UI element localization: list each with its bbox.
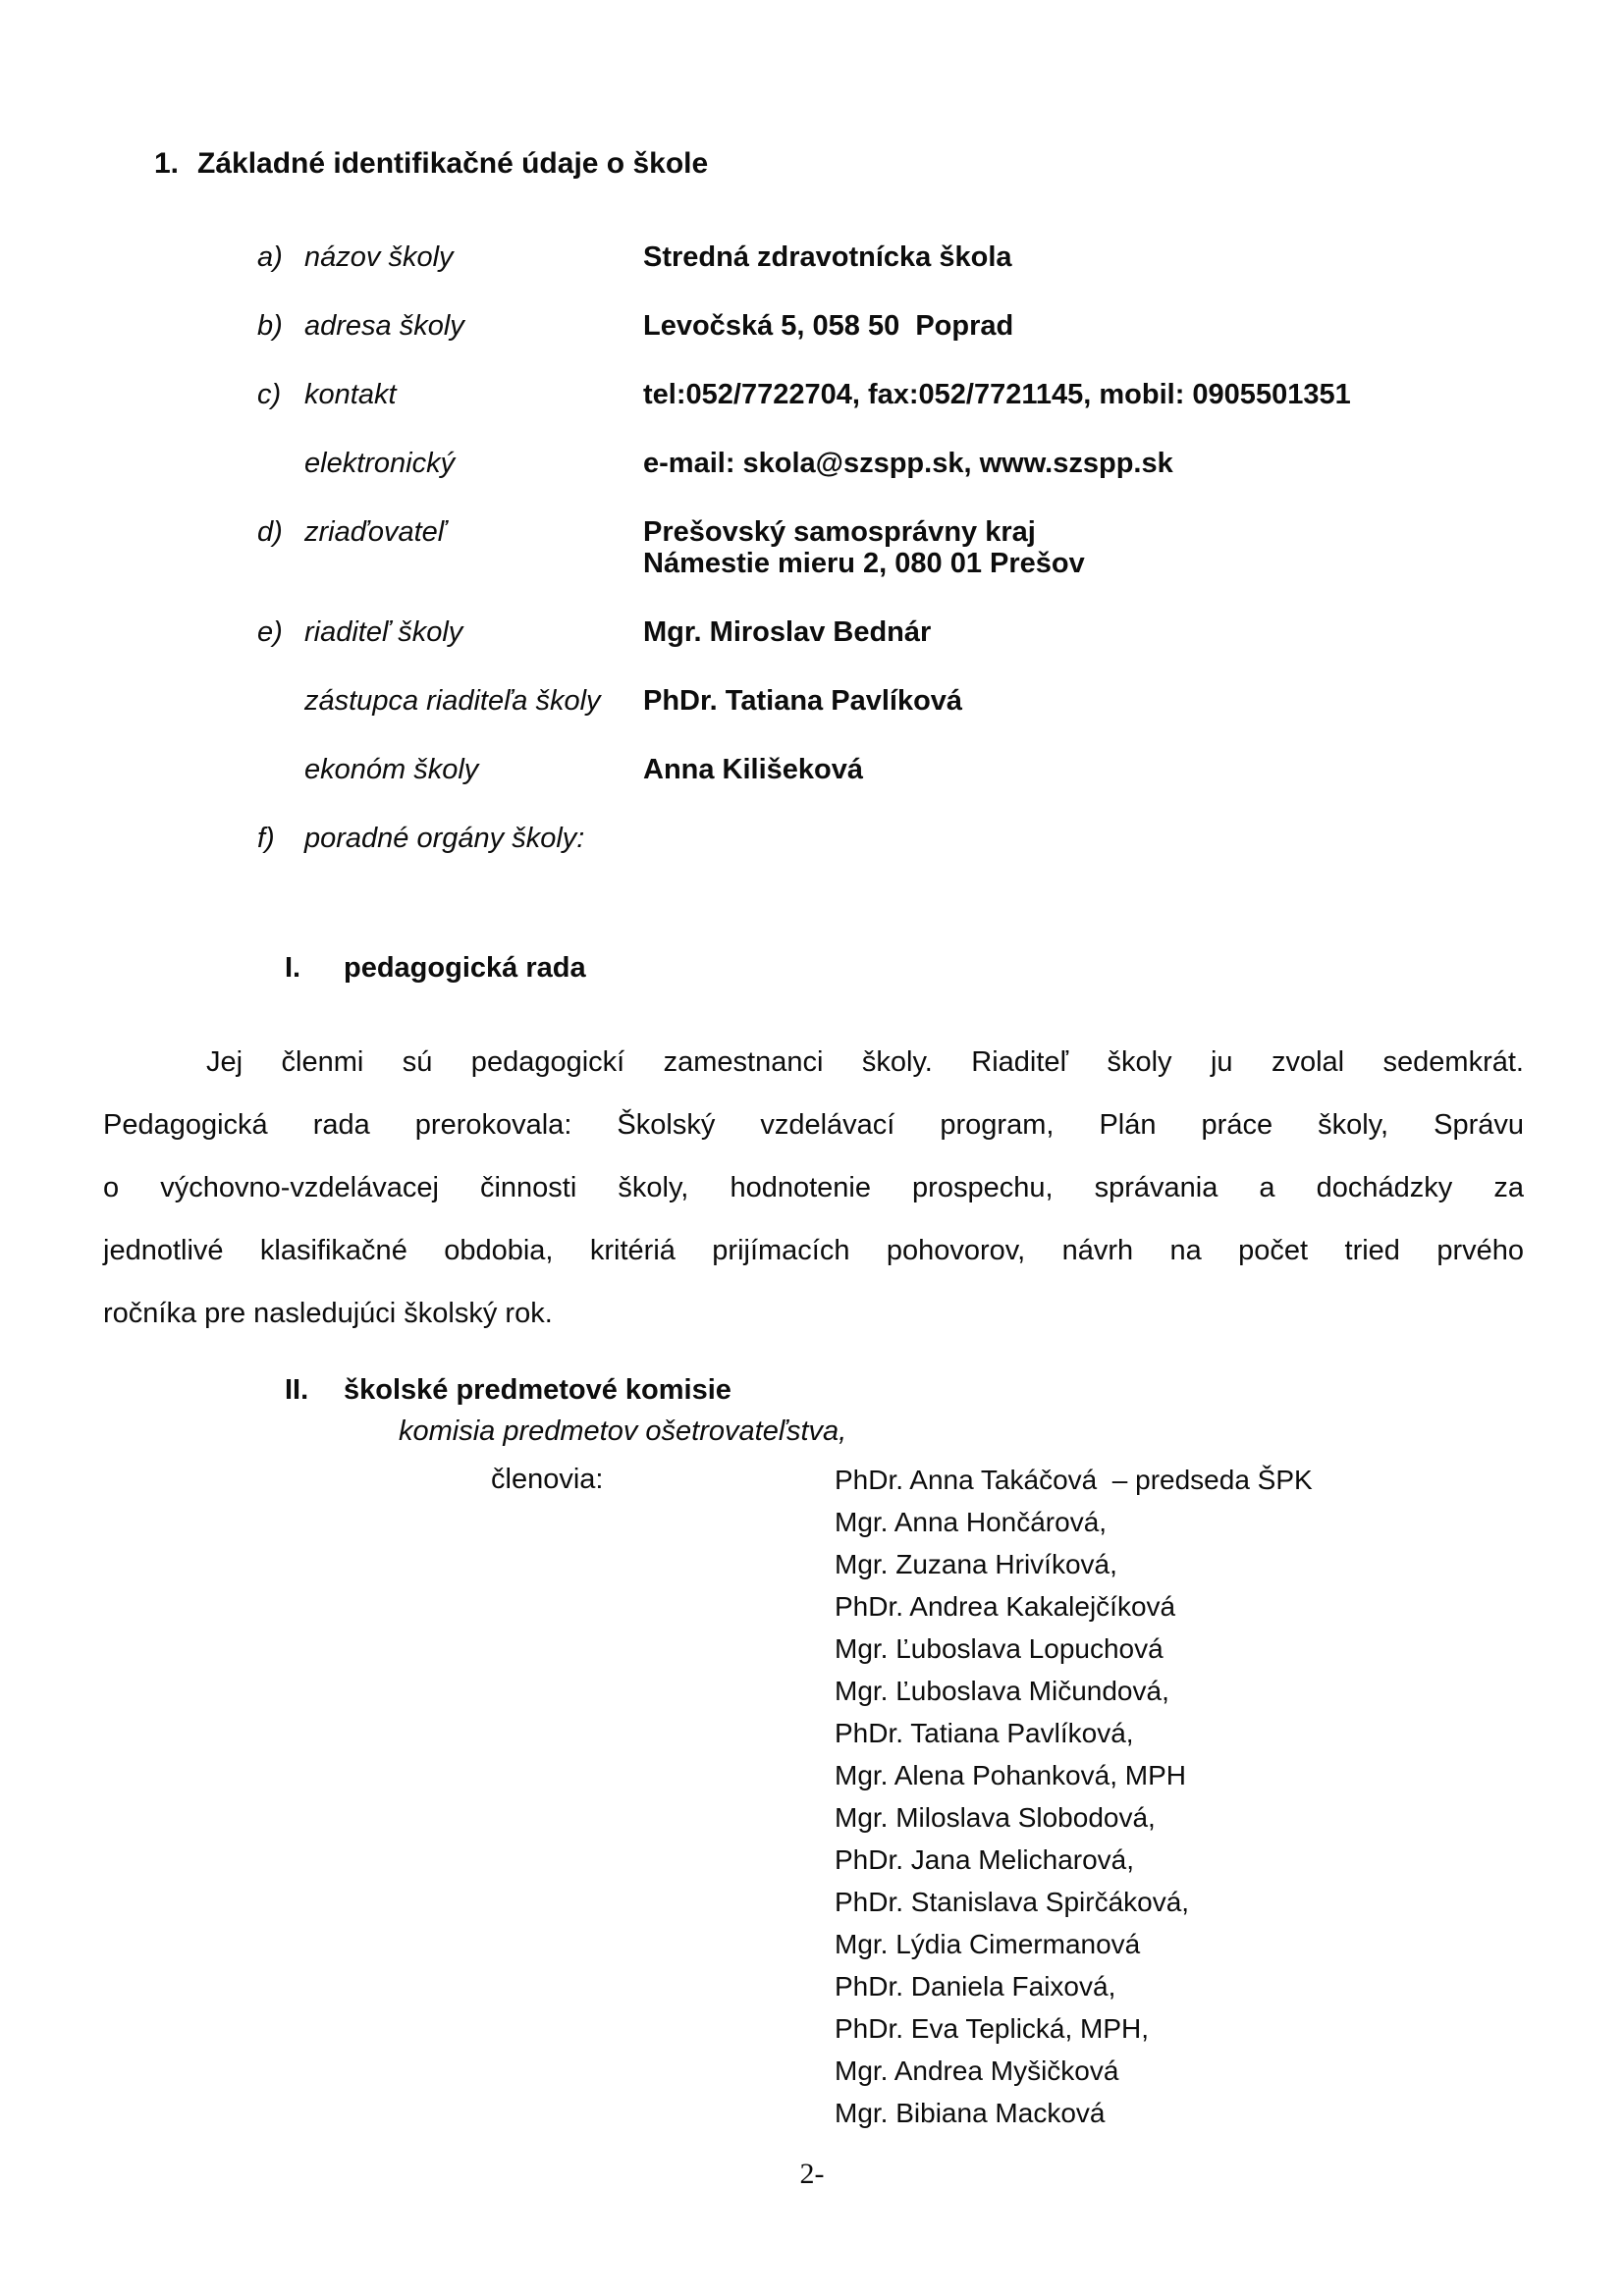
identification-row: [257, 823, 1524, 854]
committee-member: Mgr. Lýdia Cimermanová: [835, 1929, 1141, 1959]
identification-row: [257, 685, 1524, 717]
item-value-line: Anna Kilišeková: [643, 754, 864, 785]
committee-member: Mgr. Ľuboslava Lopuchová: [835, 1633, 1164, 1664]
committee-member: Mgr. Miloslava Slobodová,: [835, 1802, 1156, 1833]
item-values: [643, 379, 1351, 410]
section-title: školské predmetové komisie: [344, 1374, 731, 1406]
section-heading-pedagogical-board: [285, 952, 1524, 984]
paragraph-line: Pedagogická rada prerokovala: Školský vzdelávací program, Plán práce školy, Správu: [103, 1109, 1524, 1141]
pedagogical-board-paragraph: [103, 1031, 1524, 1345]
item-label: poradné orgány školy:: [304, 823, 585, 854]
item-letter: d): [257, 516, 283, 548]
item-value-line: tel:052/7722704, fax:052/7721145, mobil: 0905501351: [643, 379, 1351, 410]
paragraph-line: o výchovno-vzdelávacej činnosti školy, hodnotenie prospechu, správania a dochádzky za: [103, 1172, 1524, 1203]
section-numeral: II.: [285, 1374, 309, 1406]
section-heading-subject-committees: [285, 1374, 1524, 1406]
heading-text: Základné identifikačné údaje o škole: [197, 147, 709, 180]
committee-member: Mgr. Alena Pohanková, MPH: [835, 1760, 1186, 1790]
item-values: [643, 310, 1013, 342]
identification-row: [257, 241, 1524, 273]
committee-member: PhDr. Stanislava Spirčáková,: [835, 1887, 1190, 1917]
section-numeral: I.: [285, 952, 301, 984]
item-value-line: Prešovský samosprávny kraj: [643, 516, 1036, 548]
page-title: [154, 147, 1524, 181]
heading-number: 1.: [154, 147, 180, 180]
committee-member: PhDr. Jana Melicharová,: [835, 1844, 1135, 1875]
item-value-line: Mgr. Miroslav Bednár: [643, 616, 932, 648]
members-list: [835, 1459, 1313, 2134]
item-value-line: e-mail: skola@szspp.sk, www.szspp.sk: [643, 448, 1173, 479]
item-values: [643, 448, 1173, 479]
item-label: zriaďovateľ: [304, 516, 446, 548]
identification-row: [257, 310, 1524, 342]
committee-member: PhDr. Daniela Faixová,: [835, 1971, 1116, 2002]
paragraph-line: ročníka pre nasledujúci školský rok.: [103, 1298, 553, 1329]
item-label: elektronický: [304, 448, 456, 479]
item-values: [643, 685, 962, 717]
identification-row: [257, 754, 1524, 785]
item-value-line: Levočská 5, 058 50 Poprad: [643, 310, 1014, 342]
identification-list: [103, 241, 1524, 854]
committee-member: PhDr. Andrea Kakalejčíková: [835, 1591, 1176, 1622]
committee-member: Mgr. Anna Hončárová,: [835, 1507, 1108, 1537]
identification-row: [257, 616, 1524, 648]
committee-member: Mgr. Ľuboslava Mičundová,: [835, 1676, 1169, 1706]
item-values: [643, 516, 1085, 579]
members-label: členovia:: [491, 1464, 604, 1495]
section-title: pedagogická rada: [344, 952, 586, 984]
item-letter: a): [257, 241, 283, 273]
item-letter: b): [257, 310, 283, 342]
committee-member: PhDr. Anna Takáčová – predseda ŠPK: [835, 1465, 1313, 1495]
item-values: [643, 754, 863, 785]
identification-row: [257, 379, 1524, 410]
item-label: kontakt: [304, 379, 397, 410]
item-value-line: Námestie mieru 2, 080 01 Prešov: [643, 548, 1085, 579]
item-label: ekonóm školy: [304, 754, 479, 785]
committee-member: PhDr. Tatiana Pavlíková,: [835, 1718, 1134, 1748]
item-letter: c): [257, 379, 282, 410]
identification-row: [257, 448, 1524, 479]
committee-member: Mgr. Zuzana Hrivíková,: [835, 1549, 1117, 1579]
item-values: [643, 616, 931, 648]
page-number: 2-: [799, 2158, 825, 2190]
item-value-line: Stredná zdravotnícka škola: [643, 241, 1012, 273]
committee-member: Mgr. Bibiana Macková: [835, 2098, 1106, 2128]
item-label: riaditeľ školy: [304, 616, 463, 648]
item-label: adresa školy: [304, 310, 464, 342]
item-letter: e): [257, 616, 283, 648]
item-values: [643, 241, 1012, 273]
item-letter: f): [257, 823, 275, 854]
paragraph-line: jednotlivé klasifikačné obdobia, kritériá prijímacích pohovorov, návrh na počet tried prvého: [103, 1235, 1524, 1266]
item-value-line: PhDr. Tatiana Pavlíková: [643, 685, 963, 717]
item-label: názov školy: [304, 241, 454, 273]
committee-members-block: [103, 1459, 1524, 2134]
item-label: zástupca riaditeľa školy: [304, 685, 601, 717]
committee-member: PhDr. Eva Teplická, MPH,: [835, 2013, 1150, 2044]
committee-subtitle: komisia predmetov ošetrovateľstva,: [399, 1415, 847, 1447]
paragraph-line: Jej členmi sú pedagogickí zamestnanci školy. Riaditeľ školy ju zvolal sedemkrát.: [206, 1046, 1524, 1078]
identification-row: [257, 516, 1524, 579]
committee-member: Mgr. Andrea Myšičková: [835, 2056, 1119, 2086]
